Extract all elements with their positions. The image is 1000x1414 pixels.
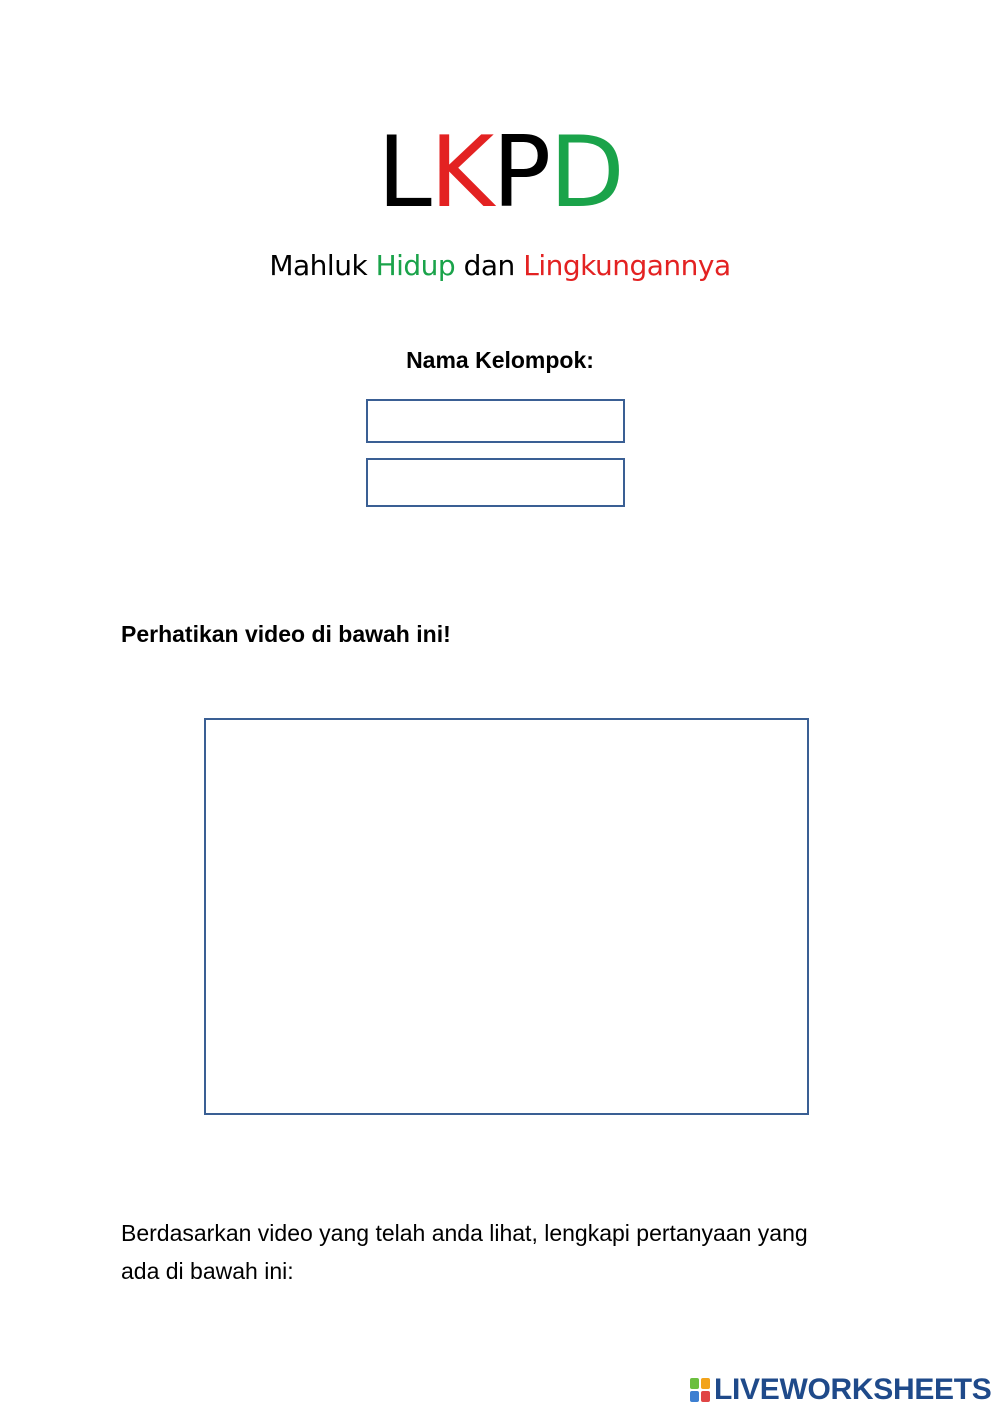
logo-square [690,1378,699,1389]
brand-name: LIVEWORKSHEETS [714,1373,992,1406]
group-member-field-2[interactable] [366,458,625,507]
title-letter-l: L [377,116,430,230]
logo-square [701,1391,710,1402]
logo-square [701,1378,710,1389]
logo-square [690,1391,699,1402]
group-name-label: Nama Kelompok: [406,347,594,373]
subtitle-word-hidup: Hidup [375,249,456,282]
group-member-field-1[interactable] [366,399,625,443]
question-intro-paragraph [121,1214,881,1290]
liveworksheets-logo-icon [690,1378,710,1402]
title-letter-d: D [549,116,623,230]
subtitle-word-mahluk: Mahluk [269,249,368,282]
title-letter-p: P [492,116,550,230]
subtitle-word-dan: dan [463,249,515,282]
paragraph-line-2: ada di bawah ini: [121,1258,294,1284]
paragraph-line-1: Berdasarkan video yang telah anda lihat, lengkapi pertanyaan yang [121,1220,808,1246]
video-embed-area[interactable] [204,718,809,1115]
title-letter-k: K [429,116,493,230]
document-title [0,118,1000,228]
subtitle-word-lingkungannya: Lingkungannya [523,249,731,282]
liveworksheets-watermark [690,1372,992,1408]
document-subtitle [0,246,1000,286]
video-instruction: Perhatikan video di bawah ini! [121,621,451,647]
